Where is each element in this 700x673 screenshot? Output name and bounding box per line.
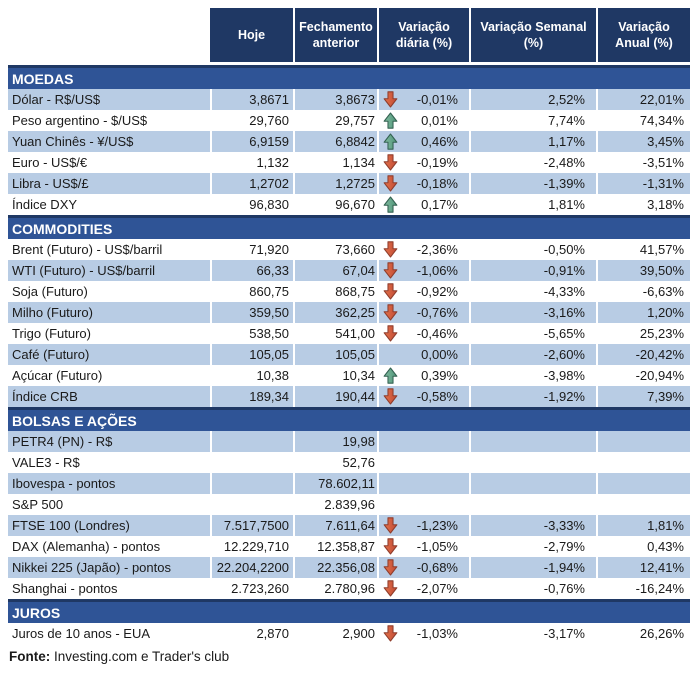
- cell-variacao-diaria: [377, 623, 469, 644]
- trend-arrow-icon: [383, 346, 398, 363]
- section-rows: [8, 239, 690, 407]
- source-label: Fonte:: [9, 649, 51, 664]
- cell-variacao-diaria: [377, 173, 469, 194]
- cell-variacao-anual: 1,20%: [596, 302, 690, 323]
- table-row: [8, 431, 690, 452]
- table-section: [8, 215, 690, 407]
- table-row: [8, 131, 690, 152]
- down-arrow-icon: [383, 625, 398, 642]
- cell-fechamento: 12.358,87: [293, 536, 377, 557]
- variacao-diaria-value: -1,05%: [416, 539, 458, 554]
- cell-hoje: 1,132: [210, 152, 293, 173]
- variacao-diaria-value: 0,17%: [421, 197, 458, 212]
- cell-variacao-semanal: -3,33%: [469, 515, 596, 536]
- cell-hoje: 2,870: [210, 623, 293, 644]
- table-row: [8, 344, 690, 365]
- cell-variacao-semanal: -5,65%: [469, 323, 596, 344]
- up-arrow-icon: [383, 367, 398, 384]
- cell-variacao-anual: 39,50%: [596, 260, 690, 281]
- cell-variacao-anual: 3,18%: [596, 194, 690, 215]
- cell-variacao-diaria: [377, 557, 469, 578]
- cell-variacao-anual: 3,45%: [596, 131, 690, 152]
- up-arrow-icon: [383, 196, 398, 213]
- cell-variacao-diaria: [377, 131, 469, 152]
- cell-variacao-anual: -16,24%: [596, 578, 690, 599]
- row-label: Libra - US$/£: [12, 176, 89, 191]
- table-row: [8, 623, 690, 644]
- table-section: [8, 407, 690, 599]
- table-row: [8, 302, 690, 323]
- cell-variacao-semanal: [469, 494, 596, 515]
- cell-variacao-diaria: [377, 365, 469, 386]
- down-arrow-icon: [383, 304, 398, 321]
- cell-hoje: 29,760: [210, 110, 293, 131]
- variacao-diaria-value: -0,46%: [416, 326, 458, 341]
- cell-variacao-semanal: -2,60%: [469, 344, 596, 365]
- row-label: Peso argentino - $/US$: [12, 113, 148, 128]
- row-label: WTI (Futuro) - US$/barril: [12, 263, 156, 278]
- variacao-diaria-value: -0,92%: [416, 284, 458, 299]
- cell-fechamento: 190,44: [293, 386, 377, 407]
- cell-hoje: 12.229,710: [210, 536, 293, 557]
- down-arrow-icon: [383, 538, 398, 555]
- cell-hoje: 10,38: [210, 365, 293, 386]
- trend-arrow-icon: [383, 454, 398, 471]
- cell-fechamento: 22.356,08: [293, 557, 377, 578]
- variacao-diaria-value: -2,07%: [416, 581, 458, 596]
- cell-variacao-semanal: 7,74%: [469, 110, 596, 131]
- section-title: COMMODITIES: [12, 220, 113, 237]
- down-arrow-icon: [383, 175, 398, 192]
- variacao-diaria-value: -0,58%: [416, 389, 458, 404]
- cell-hoje: [210, 431, 293, 452]
- cell-variacao-diaria: [377, 152, 469, 173]
- row-label: Ibovespa - pontos: [12, 476, 116, 491]
- cell-hoje: [210, 494, 293, 515]
- trend-arrow-icon: [383, 496, 398, 513]
- table-row: [8, 194, 690, 215]
- cell-variacao-anual: -20,94%: [596, 365, 690, 386]
- variacao-diaria-value: -0,01%: [416, 92, 458, 107]
- section-rows: [8, 623, 690, 644]
- cell-hoje: 189,34: [210, 386, 293, 407]
- cell-variacao-anual: 0,43%: [596, 536, 690, 557]
- cell-variacao-anual: -20,42%: [596, 344, 690, 365]
- variacao-diaria-value: -1,06%: [416, 263, 458, 278]
- cell-variacao-anual: -6,63%: [596, 281, 690, 302]
- row-label: Juros de 10 anos - EUA: [12, 626, 151, 641]
- cell-variacao-semanal: -2,79%: [469, 536, 596, 557]
- table-row: [8, 281, 690, 302]
- cell-variacao-semanal: -2,48%: [469, 152, 596, 173]
- variacao-diaria-value: 0,01%: [421, 113, 458, 128]
- row-label: Euro - US$/€: [12, 155, 88, 170]
- cell-variacao-diaria: [377, 515, 469, 536]
- cell-fechamento: 105,05: [293, 344, 377, 365]
- table-row: [8, 323, 690, 344]
- cell-variacao-diaria: [377, 386, 469, 407]
- variacao-diaria-value: -0,68%: [416, 560, 458, 575]
- row-label: VALE3 - R$: [12, 455, 80, 470]
- cell-variacao-diaria: [377, 473, 469, 494]
- cell-fechamento: 6,8842: [293, 131, 377, 152]
- cell-variacao-semanal: -0,50%: [469, 239, 596, 260]
- cell-hoje: 6,9159: [210, 131, 293, 152]
- cell-fechamento: 29,757: [293, 110, 377, 131]
- cell-variacao-semanal: -0,91%: [469, 260, 596, 281]
- table-row: [8, 515, 690, 536]
- row-label: FTSE 100 (Londres): [12, 518, 130, 533]
- down-arrow-icon: [383, 262, 398, 279]
- cell-fechamento: 1,134: [293, 152, 377, 173]
- cell-variacao-semanal: -3,17%: [469, 623, 596, 644]
- cell-variacao-semanal: -1,92%: [469, 386, 596, 407]
- cell-variacao-anual: 41,57%: [596, 239, 690, 260]
- cell-variacao-diaria: [377, 302, 469, 323]
- cell-variacao-semanal: [469, 431, 596, 452]
- cell-hoje: 538,50: [210, 323, 293, 344]
- cell-hoje: [210, 452, 293, 473]
- column-header-variacao-diaria: Variação diária (%): [377, 8, 469, 62]
- row-label: Shanghai - pontos: [12, 581, 118, 596]
- row-label: Nikkei 225 (Japão) - pontos: [12, 560, 171, 575]
- down-arrow-icon: [383, 580, 398, 597]
- table-row: [8, 89, 690, 110]
- section-header: [8, 599, 690, 623]
- cell-variacao-anual: 74,34%: [596, 110, 690, 131]
- source-text: Investing.com e Trader's club: [50, 649, 230, 664]
- cell-fechamento: 868,75: [293, 281, 377, 302]
- cell-fechamento: 7.611,64: [293, 515, 377, 536]
- row-label: Índice DXY: [12, 197, 78, 212]
- cell-variacao-semanal: -1,39%: [469, 173, 596, 194]
- cell-variacao-diaria: [377, 494, 469, 515]
- cell-variacao-semanal: -0,76%: [469, 578, 596, 599]
- cell-variacao-semanal: -3,98%: [469, 365, 596, 386]
- cell-fechamento: 73,660: [293, 239, 377, 260]
- table-row: [8, 152, 690, 173]
- cell-variacao-diaria: [377, 323, 469, 344]
- cell-hoje: [210, 473, 293, 494]
- cell-fechamento: 2.780,96: [293, 578, 377, 599]
- variacao-diaria-value: -1,03%: [416, 626, 458, 641]
- cell-variacao-diaria: [377, 578, 469, 599]
- variacao-diaria-value: 0,00%: [421, 347, 458, 362]
- table-row: [8, 110, 690, 131]
- up-arrow-icon: [383, 112, 398, 129]
- trend-arrow-icon: [383, 475, 398, 492]
- down-arrow-icon: [383, 388, 398, 405]
- cell-variacao-semanal: [469, 452, 596, 473]
- table-row: [8, 173, 690, 194]
- section-header: [8, 215, 690, 239]
- row-label: Milho (Futuro): [12, 305, 93, 320]
- cell-variacao-diaria: [377, 431, 469, 452]
- cell-variacao-anual: 1,81%: [596, 515, 690, 536]
- cell-hoje: 3,8671: [210, 89, 293, 110]
- market-table: [8, 8, 690, 664]
- column-header-hoje: Hoje: [210, 8, 293, 62]
- row-label: Trigo (Futuro): [12, 326, 91, 341]
- section-title: MOEDAS: [12, 70, 74, 87]
- variacao-diaria-value: 0,46%: [421, 134, 458, 149]
- section-header: [8, 65, 690, 89]
- cell-variacao-diaria: [377, 89, 469, 110]
- down-arrow-icon: [383, 517, 398, 534]
- table-row: [8, 557, 690, 578]
- variacao-diaria-value: -0,19%: [416, 155, 458, 170]
- cell-fechamento: 2,900: [293, 623, 377, 644]
- cell-hoje: 2.723,260: [210, 578, 293, 599]
- cell-hoje: 96,830: [210, 194, 293, 215]
- cell-variacao-diaria: [377, 344, 469, 365]
- down-arrow-icon: [383, 241, 398, 258]
- down-arrow-icon: [383, 154, 398, 171]
- cell-variacao-anual: 26,26%: [596, 623, 690, 644]
- row-label: DAX (Alemanha) - pontos: [12, 539, 161, 554]
- down-arrow-icon: [383, 559, 398, 576]
- section-title: JUROS: [12, 604, 61, 621]
- down-arrow-icon: [383, 283, 398, 300]
- cell-fechamento: 67,04: [293, 260, 377, 281]
- cell-hoje: 22.204,2200: [210, 557, 293, 578]
- cell-fechamento: 362,25: [293, 302, 377, 323]
- row-label: Açúcar (Futuro): [12, 368, 103, 383]
- row-label: Brent (Futuro) - US$/barril: [12, 242, 163, 257]
- row-label: Soja (Futuro): [12, 284, 88, 299]
- cell-variacao-anual: 22,01%: [596, 89, 690, 110]
- cell-hoje: 71,920: [210, 239, 293, 260]
- cell-variacao-semanal: -4,33%: [469, 281, 596, 302]
- cell-variacao-anual: [596, 452, 690, 473]
- section-header: [8, 407, 690, 431]
- cell-variacao-semanal: [469, 473, 596, 494]
- cell-fechamento: 78.602,11: [293, 473, 377, 494]
- variacao-diaria-value: -2,36%: [416, 242, 458, 257]
- cell-variacao-anual: 12,41%: [596, 557, 690, 578]
- cell-variacao-anual: [596, 431, 690, 452]
- table-row: [8, 473, 690, 494]
- table-section: [8, 599, 690, 644]
- cell-fechamento: 1,2725: [293, 173, 377, 194]
- table-row: [8, 578, 690, 599]
- cell-variacao-diaria: [377, 281, 469, 302]
- row-label: PETR4 (PN) - R$: [12, 434, 113, 449]
- column-header-variacao-semanal: Variação Semanal (%): [469, 8, 596, 62]
- table-header: [210, 8, 690, 62]
- cell-fechamento: 2.839,96: [293, 494, 377, 515]
- cell-variacao-diaria: [377, 260, 469, 281]
- section-rows: [8, 89, 690, 215]
- cell-variacao-diaria: [377, 194, 469, 215]
- row-label: S&P 500: [12, 497, 64, 512]
- cell-hoje: 1,2702: [210, 173, 293, 194]
- row-label: Café (Futuro): [12, 347, 90, 362]
- table-row: [8, 386, 690, 407]
- cell-variacao-semanal: 1,81%: [469, 194, 596, 215]
- cell-variacao-semanal: -1,94%: [469, 557, 596, 578]
- table-row: [8, 239, 690, 260]
- cell-fechamento: 541,00: [293, 323, 377, 344]
- section-rows: [8, 431, 690, 599]
- table-row: [8, 452, 690, 473]
- table-row: [8, 494, 690, 515]
- column-header-variacao-anual: Variação Anual (%): [596, 8, 690, 62]
- cell-variacao-anual: -1,31%: [596, 173, 690, 194]
- cell-variacao-anual: 7,39%: [596, 386, 690, 407]
- variacao-diaria-value: -0,18%: [416, 176, 458, 191]
- cell-variacao-anual: -3,51%: [596, 152, 690, 173]
- cell-variacao-diaria: [377, 452, 469, 473]
- cell-fechamento: 96,670: [293, 194, 377, 215]
- section-title: BOLSAS E AÇÕES: [12, 412, 137, 429]
- variacao-diaria-value: -0,76%: [416, 305, 458, 320]
- cell-variacao-diaria: [377, 239, 469, 260]
- table-row: [8, 365, 690, 386]
- table-body: [8, 65, 690, 644]
- variacao-diaria-value: -1,23%: [416, 518, 458, 533]
- row-label: Índice CRB: [12, 389, 78, 404]
- cell-variacao-anual: [596, 494, 690, 515]
- source-note: [8, 649, 690, 664]
- cell-variacao-diaria: [377, 536, 469, 557]
- cell-variacao-anual: 25,23%: [596, 323, 690, 344]
- row-label: Dólar - R$/US$: [12, 92, 101, 107]
- cell-hoje: 359,50: [210, 302, 293, 323]
- down-arrow-icon: [383, 325, 398, 342]
- cell-hoje: 7.517,7500: [210, 515, 293, 536]
- cell-variacao-semanal: 2,52%: [469, 89, 596, 110]
- cell-fechamento: 19,98: [293, 431, 377, 452]
- table-row: [8, 536, 690, 557]
- cell-variacao-semanal: 1,17%: [469, 131, 596, 152]
- cell-fechamento: 10,34: [293, 365, 377, 386]
- column-header-fechamento: Fechamento anterior: [293, 8, 377, 62]
- table-row: [8, 260, 690, 281]
- cell-fechamento: 3,8673: [293, 89, 377, 110]
- variacao-diaria-value: 0,39%: [421, 368, 458, 383]
- row-label: Yuan Chinês - ¥/US$: [12, 134, 134, 149]
- cell-variacao-anual: [596, 473, 690, 494]
- table-section: [8, 65, 690, 215]
- cell-hoje: 105,05: [210, 344, 293, 365]
- cell-variacao-diaria: [377, 110, 469, 131]
- trend-arrow-icon: [383, 433, 398, 450]
- up-arrow-icon: [383, 133, 398, 150]
- cell-fechamento: 52,76: [293, 452, 377, 473]
- down-arrow-icon: [383, 91, 398, 108]
- cell-variacao-semanal: -3,16%: [469, 302, 596, 323]
- cell-hoje: 860,75: [210, 281, 293, 302]
- cell-hoje: 66,33: [210, 260, 293, 281]
